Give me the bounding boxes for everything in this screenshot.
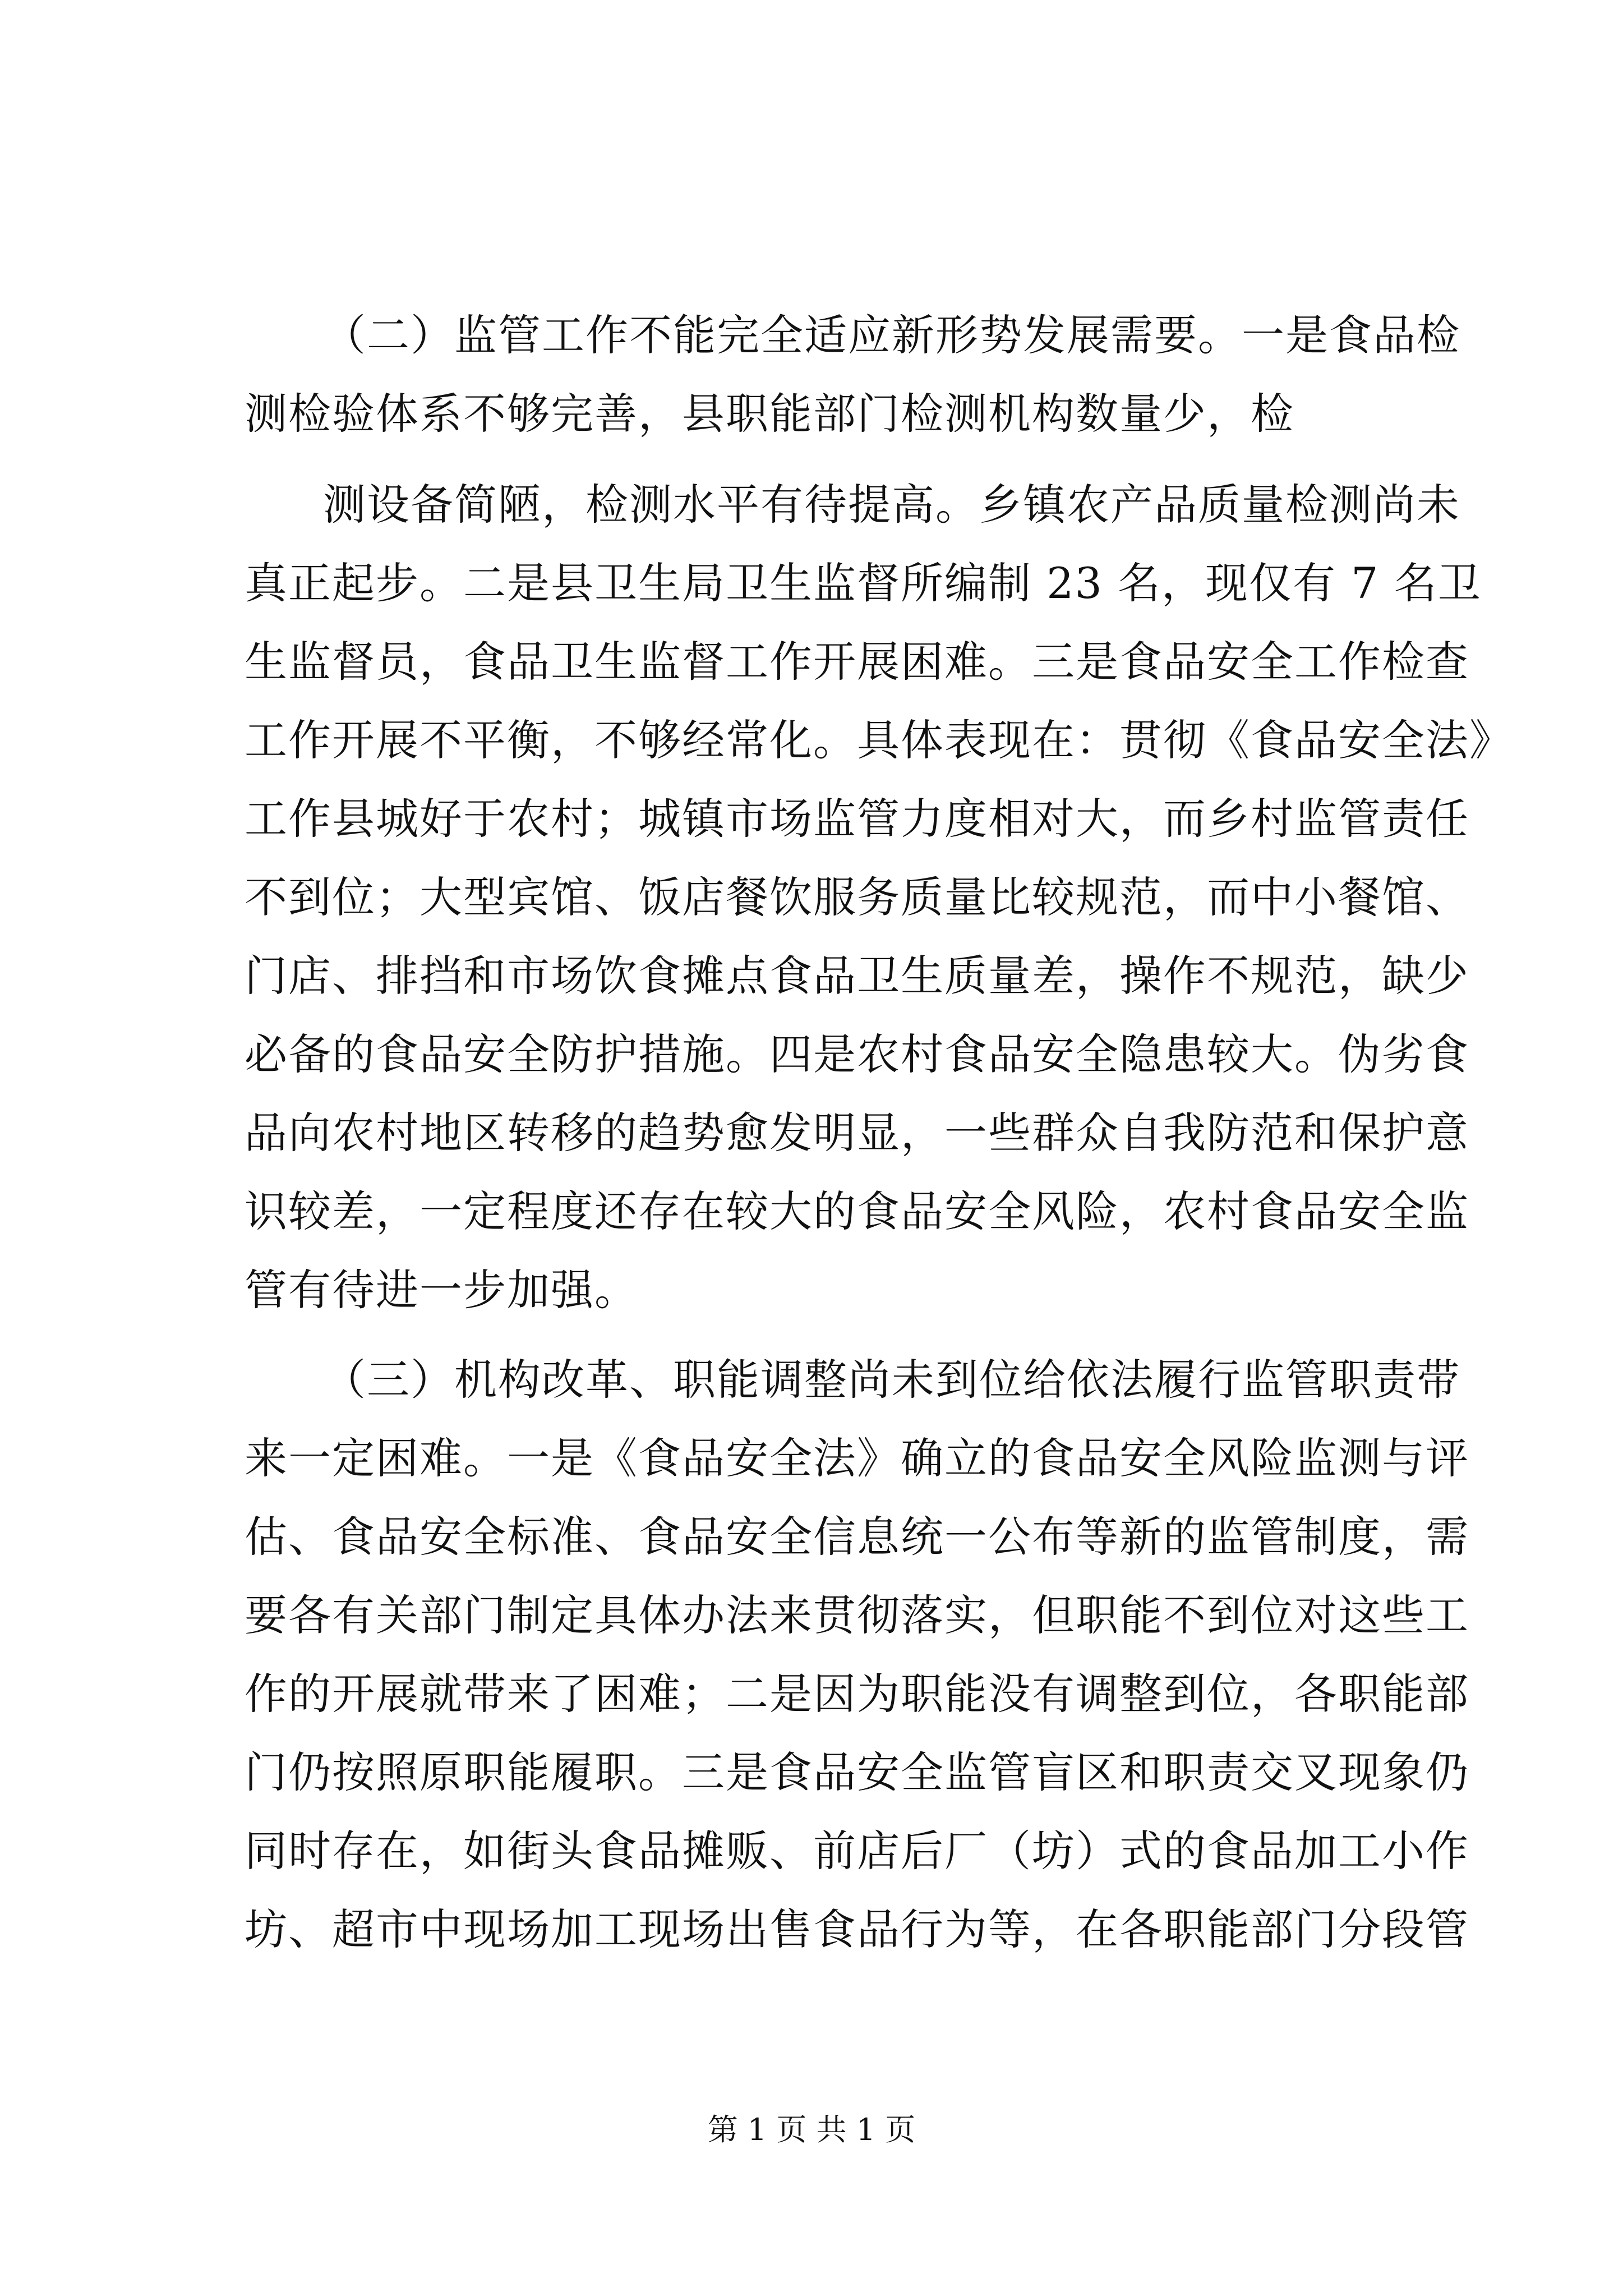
page-footer: 第 1 页 共 1 页: [707, 2112, 916, 2147]
text-line: 测检验体系不够完善，县职能部门检测机构数量少，检: [245, 389, 1294, 439]
text-line: 同时存在，如街头食品摊贩、前店后厂（坊）式的食品加工小作: [245, 1826, 1469, 1876]
text-line: （二）监管工作不能完全适应新形势发展需要。一是食品检: [323, 310, 1460, 360]
text-line: 真正起步。二是县卫生局卫生监督所编制 23 名，现仅有 7 名卫: [245, 558, 1482, 608]
text-line: 工作开展不平衡，不够经常化。具体表现在：贯彻《食品安全法》: [245, 715, 1513, 765]
text-line: 识较差，一定程度还存在较大的食品安全风险，农村食品安全监: [245, 1186, 1469, 1236]
text-line: 要各有关部门制定具体办法来贯彻落实，但职能不到位对这些工: [245, 1590, 1469, 1640]
text-line: 来一定困难。一是《食品安全法》确立的食品安全风险监测与评: [245, 1433, 1469, 1483]
text-line: 必备的食品安全防护措施。四是农村食品安全隐患较大。伪劣食: [245, 1029, 1469, 1079]
text-line: 品向农村地区转移的趋势愈发明显，一些群众自我防范和保护意: [245, 1108, 1469, 1158]
text-line: 工作县城好于农村；城镇市场监管力度相对大，而乡村监管责任: [245, 794, 1469, 844]
text-line: 作的开展就带来了困难；二是因为职能没有调整到位，各职能部: [245, 1669, 1469, 1719]
text-line: 管有待进一步加强。: [245, 1265, 638, 1315]
text-line: 坊、超市中现场加工现场出售食品行为等，在各职能部门分段管: [245, 1904, 1469, 1954]
text-line: 门仍按照原职能履职。三是食品安全监管盲区和职责交叉现象仍: [245, 1747, 1469, 1797]
text-line: （三）机构改革、职能调整尚未到位给依法履行监管职责带: [323, 1355, 1460, 1405]
text-line: 生监督员，食品卫生监督工作开展困难。三是食品安全工作检查: [245, 637, 1469, 687]
text-line: 门店、排挡和市场饮食摊点食品卫生质量差，操作不规范，缺少: [245, 951, 1469, 1001]
text-line: 测设备简陋，检测水平有待提高。乡镇农产品质量检测尚未: [323, 480, 1460, 530]
text-line: 估、食品安全标准、食品安全信息统一公布等新的监管制度，需: [245, 1512, 1469, 1562]
text-line: 不到位；大型宾馆、饭店餐饮服务质量比较规范，而中小餐馆、: [245, 872, 1469, 922]
